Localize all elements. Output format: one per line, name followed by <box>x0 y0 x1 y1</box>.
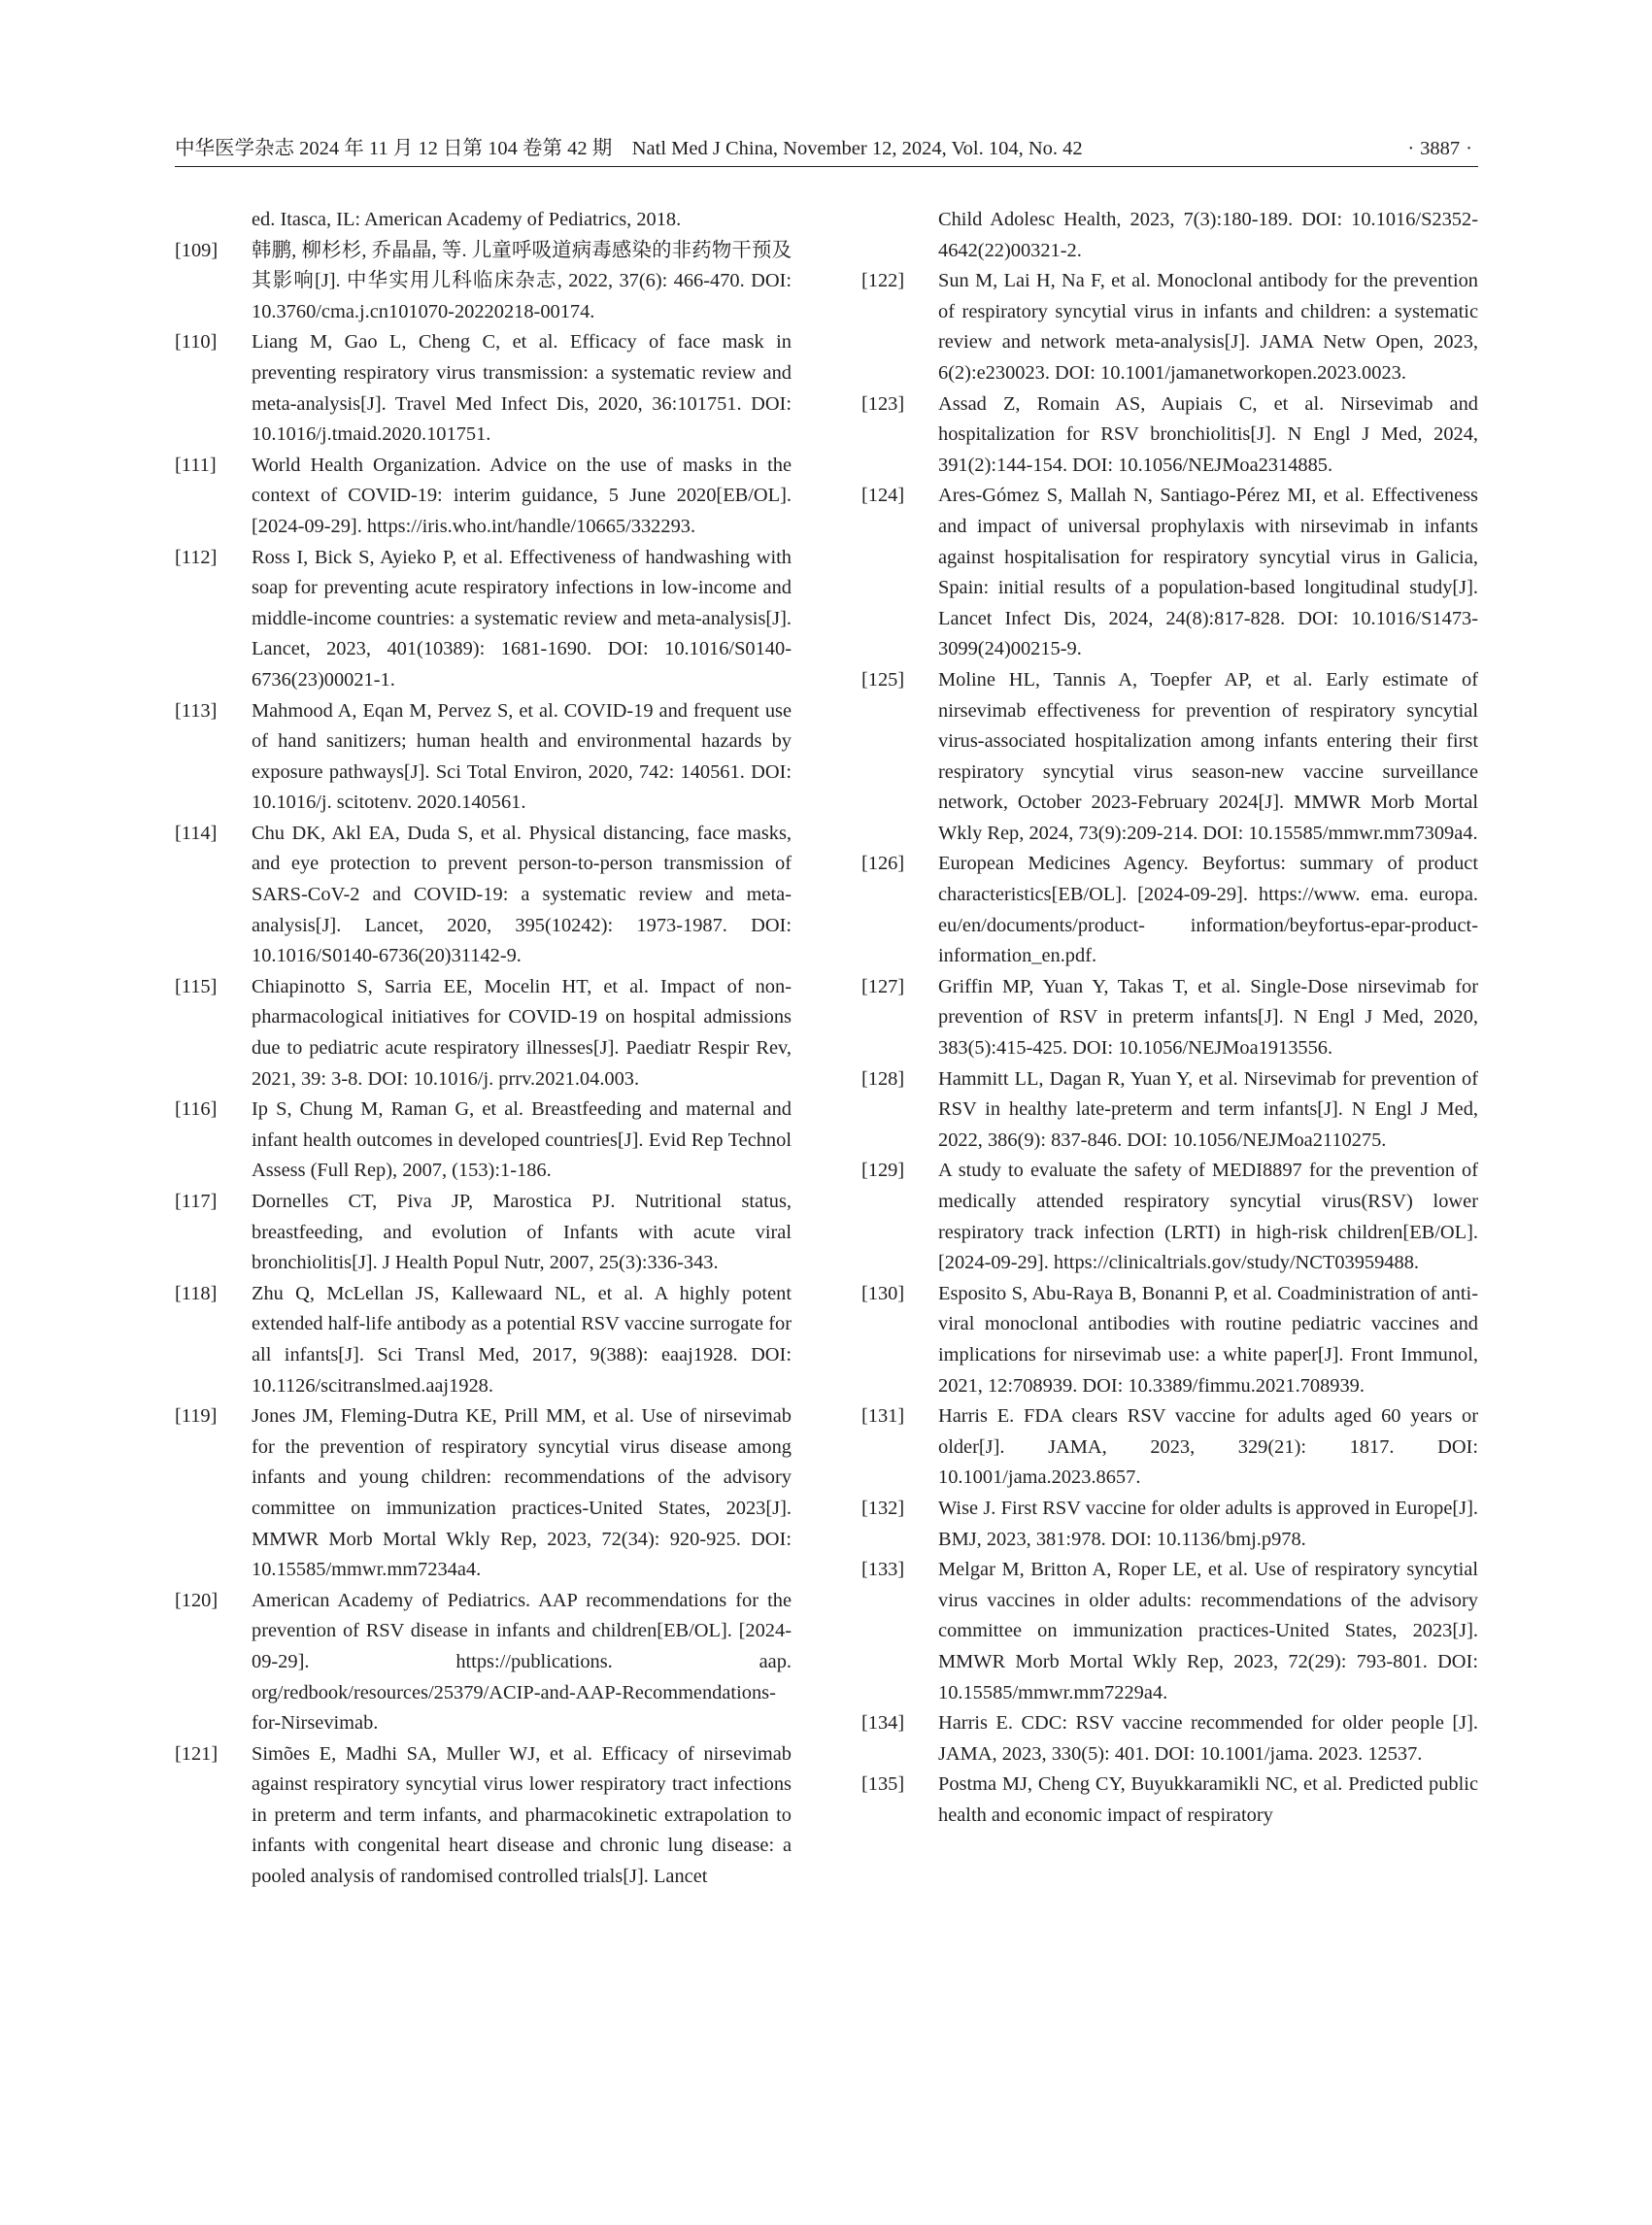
bullet-icon: · <box>1407 138 1415 159</box>
reference-text: Jones JM, Fleming-Dutra KE, Prill MM, et al. Use of nirsevimab for the prevention of respiratory syncytial virus disease among infants and young children: recommendations of the advisory committee on immunization practices-United States, 2023[J]. MMWR Morb Mortal Wkly Rep, 2023, 72(34): 920-925. DOI: 10.15585/mmwr.mm7234a4. <box>252 1405 792 1581</box>
reference-text: Wise J. First RSV vaccine for older adults is approved in Europe[J]. BMJ, 2023, 381:978. DOI: 10.1136/bmj.p978. <box>938 1497 1478 1550</box>
reference-item <box>175 696 792 819</box>
continued-reference <box>861 205 1478 266</box>
reference-text: Moline HL, Tannis A, Toepfer AP, et al. Early estimate of nirsevimab effectiveness for prevention of respiratory syncytial virus-associated hospitalization among infants entering their first respiratory syncytial virus season-new vaccine surveillance network, October 2023-February 2024[J]. MMWR Morb Mortal Wkly Rep, 2024, 73(9):209-214. DOI: 10.15585/mmwr.mm7309a4. <box>938 668 1478 844</box>
reference-number: [118] <box>175 1282 218 1304</box>
reference-text: 韩鹏, 柳杉杉, 乔晶晶, 等. 儿童呼吸道病毒感染的非药物干预及其影响[J]. 中华实用儿科临床杂志, 2022, 37(6): 466-470. DOI: 10.3760/cma.j.cn101070-20220218-00174. <box>252 239 792 322</box>
reference-item <box>861 1401 1478 1494</box>
reference-number: [121] <box>175 1742 219 1765</box>
continued-reference <box>175 205 792 236</box>
reference-number: [135] <box>861 1773 905 1796</box>
reference-number: [125] <box>861 668 905 691</box>
reference-item <box>861 665 1478 850</box>
continued-reference-text: ed. Itasca, IL: American Academy of Pediatrics, 2018. <box>252 209 682 230</box>
reference-item <box>175 236 792 328</box>
reference-text: American Academy of Pediatrics. AAP recommendations for the prevention of RSV disease in infants and children[EB/OL]. [2024-09-29]. https://publications. aap. org/redbook/resources/25379/ACIP-and-AAP-Recommendations-for-Nirsevimab. <box>252 1589 792 1735</box>
reference-number: [119] <box>175 1405 218 1428</box>
reference-item <box>175 451 792 543</box>
reference-text: World Health Organization. Advice on the use of masks in the context of COVID-19: interim guidance, 5 June 2020[EB/OL]. [2024-09-29]. https://iris.who.int/handle/10665/332293. <box>252 454 792 537</box>
reference-number: [123] <box>861 392 905 415</box>
reference-text: Zhu Q, McLellan JS, Kallewaard NL, et al. A highly potent extended half-life antibody as a potential RSV vaccine surrogate for all infants[J]. Sci Transl Med, 2017, 9(388): eaaj1928. DOI: 10.1126/scitranslmed.aaj1928. <box>252 1282 792 1397</box>
reference-item <box>861 1494 1478 1555</box>
reference-number: [112] <box>175 546 218 568</box>
reference-item <box>861 1555 1478 1708</box>
reference-number: [127] <box>861 975 905 997</box>
reference-text: Harris E. CDC: RSV vaccine recommended for older people [J]. JAMA, 2023, 330(5): 401. DOI: 10.1001/jama. 2023. 12537. <box>938 1712 1478 1765</box>
reference-item <box>861 972 1478 1064</box>
reference-number: [110] <box>175 331 218 354</box>
left-column <box>175 205 792 1893</box>
reference-item <box>861 1064 1478 1157</box>
reference-text: Simões E, Madhi SA, Muller WJ, et al. Efficacy of nirsevimab against respiratory syncytial virus lower respiratory tract infections in preterm and term infants, and pharmacokinetic extrapolation to infants with congenital heart disease and chronic lung disease: a pooled analysis of randomised controlled trials[J]. Lancet <box>252 1742 792 1888</box>
reference-text: Harris E. FDA clears RSV vaccine for adults aged 60 years or older[J]. JAMA, 2023, 329(21): 1817. DOI: 10.1001/jama.2023.8657. <box>938 1405 1478 1489</box>
reference-number: [133] <box>861 1559 905 1581</box>
reference-item <box>861 389 1478 482</box>
journal-citation: 中华医学杂志 2024 年 11 月 12 日第 104 卷第 42 期 Natl Med J China, November 12, 2024, Vol. 104, No. 42 <box>175 138 1083 159</box>
reference-item <box>175 327 792 450</box>
reference-item <box>175 1187 792 1279</box>
reference-number: [113] <box>175 699 218 722</box>
reference-item <box>861 481 1478 665</box>
reference-item <box>175 1095 792 1187</box>
reference-text: Postma MJ, Cheng CY, Buyukkaramikli NC, et al. Predicted public health and economic impact of respiratory <box>938 1773 1478 1826</box>
reference-text: Liang M, Gao L, Cheng C, et al. Efficacy of face mask in preventing respiratory virus transmission: a systematic review and meta-analysis[J]. Travel Med Infect Dis, 2020, 36:101751. DOI: 10.1016/j.tmaid.2020.101751. <box>252 331 792 446</box>
reference-number: [122] <box>861 270 905 292</box>
reference-number: [109] <box>175 239 219 261</box>
reference-text: Hammitt LL, Dagan R, Yuan Y, et al. Nirsevimab for prevention of RSV in healthy late-preterm and term infants[J]. N Engl J Med, 2022, 386(9): 837-846. DOI: 10.1056/NEJMoa2110275. <box>938 1067 1478 1151</box>
continued-reference-text: Child Adolesc Health, 2023, 7(3):180-189. DOI: 10.1016/S2352-4642(22)00321-2. <box>938 209 1478 261</box>
reference-text: Ip S, Chung M, Raman G, et al. Breastfeeding and maternal and infant health outcomes in developed countries[J]. Evid Rep Technol Assess (Full Rep), 2007, (153):1-186. <box>252 1098 792 1182</box>
reference-text: Assad Z, Romain AS, Aupiais C, et al. Nirsevimab and hospitalization for RSV bronchiolitis[J]. N Engl J Med, 2024, 391(2):144-154. DOI: 10.1056/NEJMoa2314885. <box>938 392 1478 476</box>
reference-number: [131] <box>861 1405 905 1428</box>
reference-number: [120] <box>175 1589 219 1611</box>
reference-item <box>861 1279 1478 1401</box>
reference-item <box>861 1708 1478 1770</box>
reference-item <box>861 1770 1478 1831</box>
reference-number: [111] <box>175 454 217 476</box>
reference-text: Melgar M, Britton A, Roper LE, et al. Use of respiratory syncytial virus vaccines in older adults: recommendations of the advisory committee on immunization practices-United States, 2023[J]. MMWR Morb Mortal Wkly Rep, 2023, 72(29): 793-801. DOI: 10.15585/mmwr.mm7229a4. <box>938 1559 1478 1703</box>
bullet-icon: · <box>1466 138 1472 159</box>
reference-number: [117] <box>175 1191 218 1212</box>
reference-text: A study to evaluate the safety of MEDI8897 for the prevention of medically attended respiratory syncytial virus(RSV) lower respiratory track infection (LRTI) in high-risk children[EB/OL]. [2024-09-29]. https://clinicaltrials.gov/study/NCT03959488. <box>938 1160 1478 1274</box>
reference-item <box>175 1401 792 1586</box>
reference-item <box>175 972 792 1095</box>
reference-item <box>861 1156 1478 1278</box>
reference-number: [124] <box>861 485 905 507</box>
reference-text: Esposito S, Abu-Raya B, Bonanni P, et al. Coadministration of anti-viral monoclonal antibodies with routine pediatric vaccines and implications for nirsevimab use: a white paper[J]. Front Immunol, 2021, 12:708939. DOI: 10.3389/fimmu.2021.708939. <box>938 1282 1478 1397</box>
reference-text: Ares-Gómez S, Mallah N, Santiago-Pérez MI, et al. Effectiveness and impact of universal prophylaxis with nirsevimab in infants against hospitalisation for respiratory syncytial virus in Galicia, Spain: initial results of a population-based longitudinal study[J]. Lancet Infect Dis, 2024, 24(8):817-828. DOI: 10.1016/S1473-3099(24)00215-9. <box>938 485 1478 660</box>
page-number-block <box>1401 135 1478 162</box>
reference-item <box>175 1739 792 1893</box>
right-column <box>861 205 1478 1831</box>
reference-item <box>175 543 792 696</box>
page-number: 3887 <box>1420 138 1461 159</box>
reference-number: [129] <box>861 1160 905 1182</box>
reference-text: Dornelles CT, Piva JP, Marostica PJ. Nutritional status, breastfeeding, and evolution of Infants with acute viral bronchiolitis[J]. J Health Popul Nutr, 2007, 25(3):336-343. <box>252 1191 792 1274</box>
reference-number: [116] <box>175 1098 218 1121</box>
running-header <box>175 135 1478 167</box>
reference-item <box>175 819 792 972</box>
reference-item <box>861 849 1478 971</box>
reference-text: European Medicines Agency. Beyfortus: summary of product characteristics[EB/OL]. [2024-09-29]. https://www. ema. europa. eu/en/documents/product- information/beyfortus-epar-product-information_en.pdf. <box>938 853 1478 967</box>
reference-list-right <box>861 266 1478 1831</box>
reference-number: [128] <box>861 1067 905 1090</box>
reference-number: [132] <box>861 1497 905 1519</box>
reference-list-left <box>175 236 792 1893</box>
reference-item <box>861 266 1478 388</box>
reference-item <box>175 1279 792 1401</box>
reference-text: Chu DK, Akl EA, Duda S, et al. Physical distancing, face masks, and eye protection to prevent person-to-person transmission of SARS-CoV-2 and COVID-19: a systematic review and meta-analysis[J]. Lancet, 2020, 395(10242): 1973-1987. DOI: 10.1016/S0140-6736(20)31142-9. <box>252 822 792 967</box>
reference-text: Sun M, Lai H, Na F, et al. Monoclonal antibody for the prevention of respiratory syncytial virus in infants and children: a systematic review and network meta-analysis[J]. JAMA Netw Open, 2023, 6(2):e230023. DOI: 10.1001/jamanetworkopen.2023.0023. <box>938 270 1478 384</box>
reference-number: [115] <box>175 975 218 997</box>
reference-text: Griffin MP, Yuan Y, Takas T, et al. Single-Dose nirsevimab for prevention of RSV in preterm infants[J]. N Engl J Med, 2020, 383(5):415-425. DOI: 10.1056/NEJMoa1913556. <box>938 975 1478 1060</box>
reference-number: [114] <box>175 822 218 844</box>
reference-text: Mahmood A, Eqan M, Pervez S, et al. COVID-19 and frequent use of hand sanitizers; human health and environmental hazards by exposure pathways[J]. Sci Total Environ, 2020, 742: 140561. DOI: 10.1016/j. scitotenv. 2020.140561. <box>252 699 792 814</box>
reference-text: Ross I, Bick S, Ayieko P, et al. Effectiveness of handwashing with soap for preventing acute respiratory infections in low-income and middle-income countries: a systematic review and meta-analysis[J]. Lancet, 2023, 401(10389): 1681-1690. DOI: 10.1016/S0140-6736(23)00021-1. <box>252 546 792 691</box>
reference-item <box>175 1586 792 1739</box>
reference-number: [134] <box>861 1712 905 1735</box>
reference-number: [126] <box>861 853 905 875</box>
reference-text: Chiapinotto S, Sarria EE, Mocelin HT, et al. Impact of non-pharmacological initiatives for COVID-19 on hospital admissions due to pediatric acute respiratory illnesses[J]. Paediatr Respir Rev, 2021, 39: 3-8. DOI: 10.1016/j. prrv.2021.04.003. <box>252 975 792 1090</box>
reference-number: [130] <box>861 1282 905 1304</box>
